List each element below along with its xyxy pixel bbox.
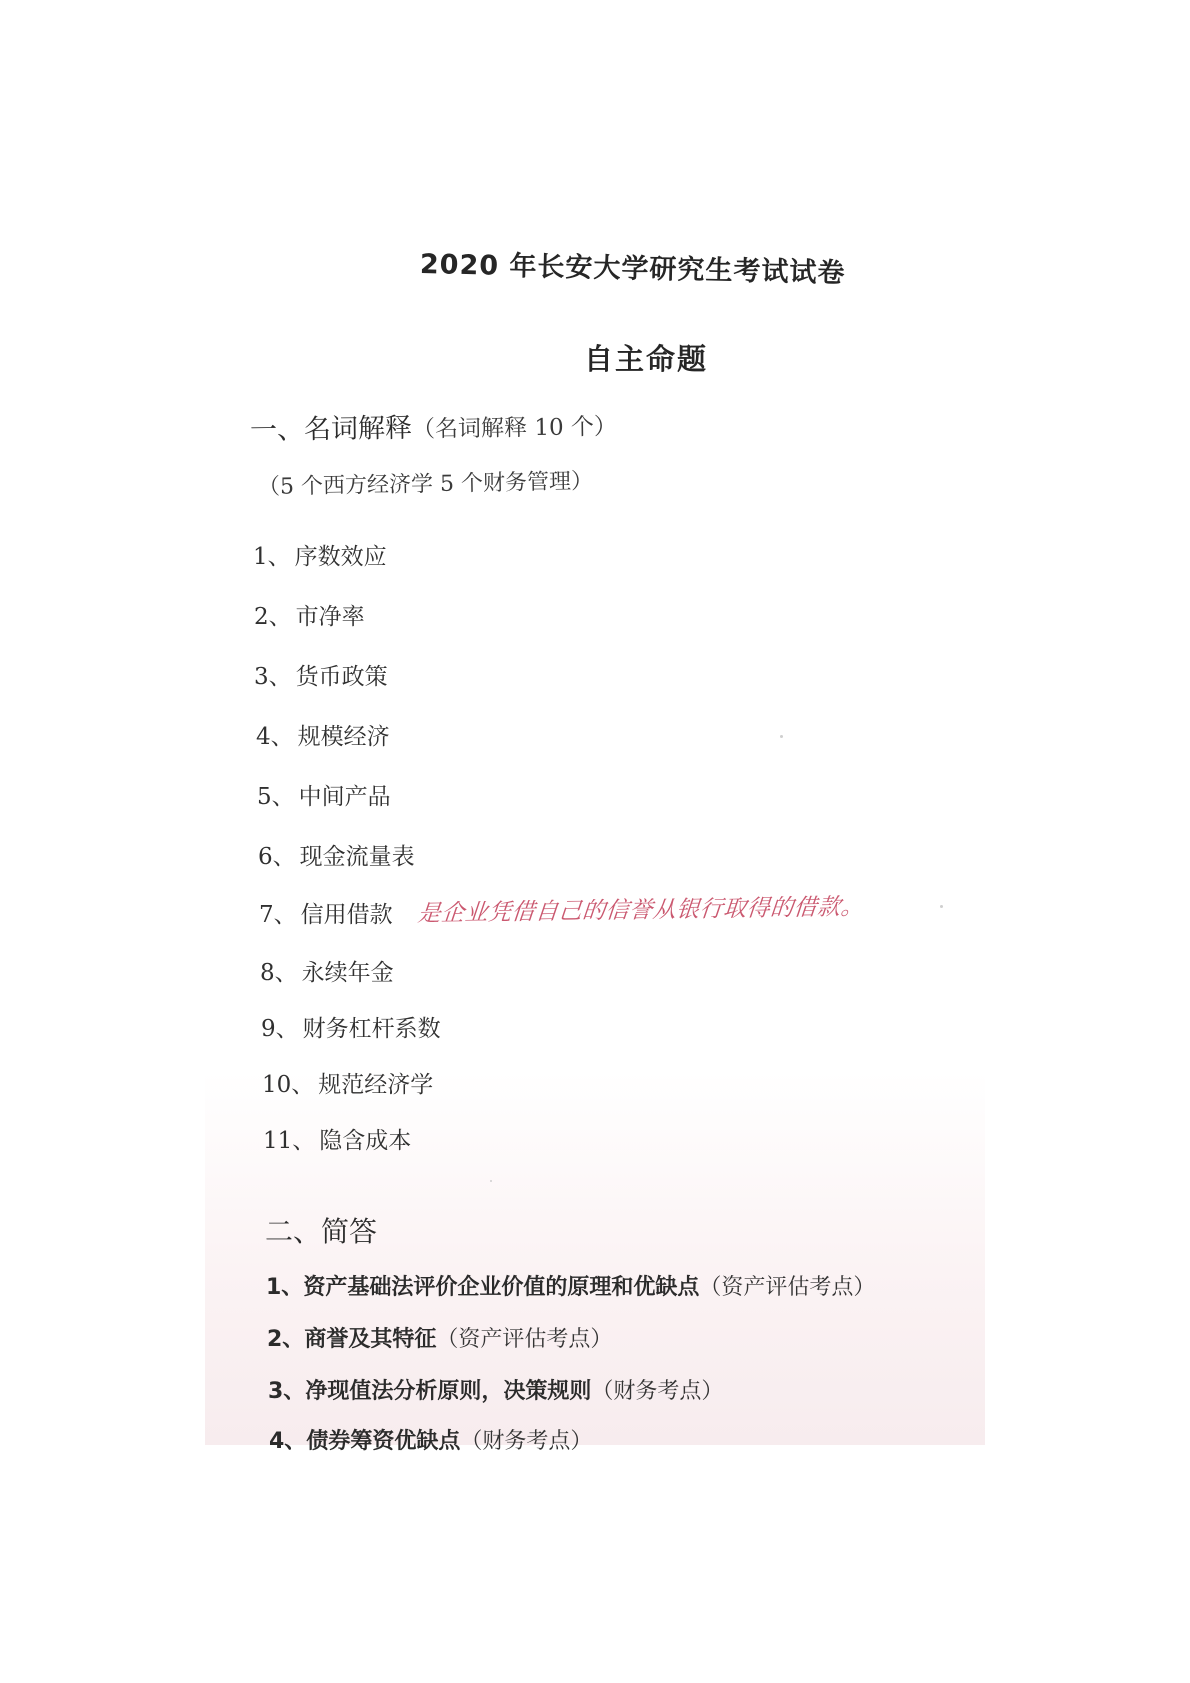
- question-text: 债券筹资优缺点: [306, 1429, 461, 1454]
- section1-heading: [250, 403, 617, 447]
- exam-subtitle: 自主命题: [584, 342, 709, 376]
- term-number: 7、: [259, 902, 297, 928]
- question-number: 2、: [267, 1327, 305, 1352]
- question-item-3: [268, 1374, 723, 1405]
- term-number: 2、: [254, 604, 292, 630]
- term-item-8: [260, 954, 394, 987]
- question-number: 3、: [268, 1379, 306, 1404]
- question-item-1: [266, 1270, 875, 1301]
- question-note: （资产评估考点）: [699, 1275, 876, 1300]
- question-note: （财务考点）: [591, 1379, 724, 1404]
- term-number: 3、: [254, 664, 292, 690]
- term-number: 11、: [263, 1128, 316, 1154]
- term-number: 8、: [260, 960, 298, 986]
- term-number: 9、: [261, 1016, 299, 1042]
- term-item-3: [254, 658, 388, 691]
- term-item-1: [253, 538, 387, 571]
- question-item-2: [267, 1322, 612, 1353]
- section1-heading-note: （名词解释 10 个）: [411, 413, 618, 443]
- handwritten-annotation: 是企业凭借自己的信誉从银行取得的借款。: [416, 893, 866, 928]
- term-item-5: [257, 778, 391, 811]
- term-number: 6、: [258, 844, 296, 870]
- term-number: 10、: [262, 1072, 315, 1098]
- term-number: 5、: [257, 784, 295, 810]
- term-text: 中间产品: [298, 784, 391, 810]
- question-note: （财务考点）: [460, 1429, 593, 1454]
- section2-heading: 二、简答: [265, 1215, 378, 1248]
- exam-title: 2020 年长安大学研究生考试试卷: [419, 249, 846, 289]
- scan-speck: [490, 1180, 492, 1182]
- section1-heading-text: 一、名词解释: [249, 412, 413, 446]
- section1-note: （5 个西方经济学 5 个财务管理）: [257, 469, 594, 500]
- scanned-sheet: [205, 200, 985, 1445]
- term-text: 财务杠杆系数: [302, 1016, 441, 1042]
- question-text: 资产基础法评价企业价值的原理和优缺点: [303, 1275, 700, 1300]
- term-item-10: [262, 1066, 433, 1099]
- term-text: 货币政策: [295, 664, 388, 690]
- term-item-11: [263, 1122, 411, 1155]
- term-text: 隐含成本: [319, 1128, 412, 1154]
- scan-speck: [940, 905, 943, 908]
- term-number: 1、: [253, 544, 291, 570]
- term-number: 4、: [256, 724, 294, 750]
- term-item-6: [258, 838, 415, 871]
- term-text: 序数效应: [294, 544, 387, 570]
- question-text: 净现值法分析原则，决策规则: [305, 1379, 592, 1404]
- term-text: 现金流量表: [299, 844, 415, 870]
- question-number: 4、: [269, 1429, 307, 1454]
- scan-speck: [780, 735, 783, 738]
- term-item-4: [256, 718, 390, 751]
- term-text: 市净率: [295, 604, 365, 630]
- question-number: 1、: [266, 1275, 304, 1300]
- question-item-4: [269, 1424, 592, 1455]
- term-text: 规范经济学: [318, 1072, 434, 1098]
- term-text: 信用借款: [300, 902, 393, 928]
- term-item-2: [254, 598, 365, 631]
- question-note: （资产评估考点）: [436, 1327, 613, 1352]
- term-item-7: [259, 896, 393, 929]
- term-text: 规模经济: [297, 724, 390, 750]
- question-text: 商誉及其特征: [304, 1327, 437, 1352]
- term-text: 永续年金: [301, 960, 394, 986]
- term-item-9: [261, 1010, 441, 1043]
